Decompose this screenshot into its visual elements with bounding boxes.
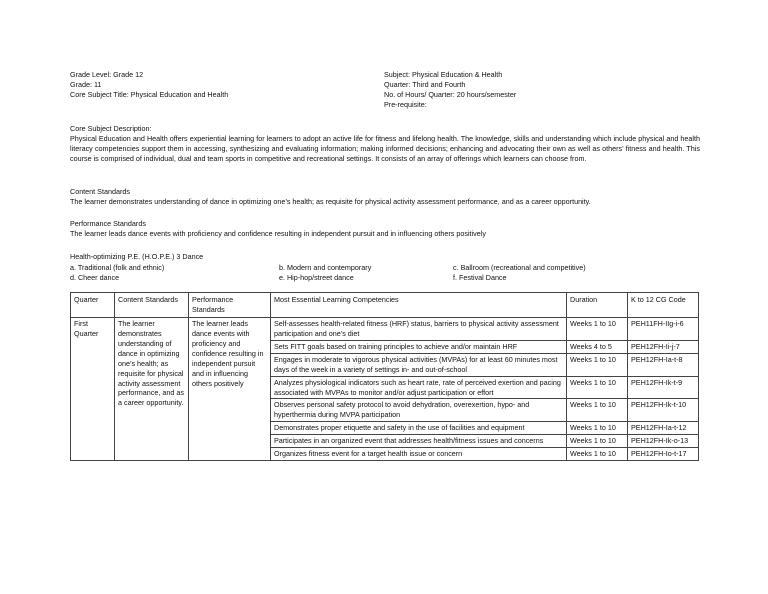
dance-item-festival: f. Festival Dance	[453, 273, 507, 282]
description-section	[70, 124, 700, 164]
table-row	[71, 317, 699, 340]
header-quarter: Quarter	[71, 293, 115, 318]
competency-cell: Self-assesses health-related fitness (HRF) status, barriers to physical activity assessment participation and one’s diet	[271, 317, 567, 340]
code-cell: PEH12FH-Ik-o-13	[628, 435, 699, 448]
performance-standards-section	[70, 219, 700, 239]
grade: Grade: 11	[70, 79, 102, 89]
grade-level: Grade Level: Grade 12	[70, 70, 144, 79]
competency-cell: Analyzes physiological indicators such as heart rate, rate of perceived exertion and pacing associated with MVPAs to monitor and/or adjust participation or effort	[271, 376, 567, 399]
duration-cell: Weeks 1 to 10	[567, 317, 628, 340]
code-cell: PEH11FH-IIg-i-6	[628, 317, 699, 340]
code-cell: PEH12FH-Ii-j-7	[628, 340, 699, 353]
content-standard-cell: The learner demonstrates understanding of dance in optimizing one’s health; as requisite for physical activity assessment performance, and as a career opportunity.	[115, 317, 189, 460]
header-competencies: Most Essential Learning Competencies	[271, 293, 567, 318]
content-standards-section	[70, 187, 700, 207]
header-right	[384, 70, 684, 110]
subject: Subject: Physical Education & Health	[384, 70, 503, 79]
content-standards-text: The learner demonstrates understanding of dance in optimizing one’s health; as requisite for physical activity assessment performance, and as a career opportunity.	[70, 196, 591, 206]
dance-title: Health-optimizing P.E. (H.O.P.E.) 3 Dance	[70, 252, 204, 261]
dance-item-modern: b. Modern and contemporary	[279, 263, 372, 272]
core-subject-title: Core Subject Title: Physical Education and Health	[70, 89, 229, 99]
competency-cell: Organizes fitness event for a target health issue or concern	[271, 448, 567, 461]
performance-standards-text: The learner leads dance events with proficiency and confidence resulting in independent pursuit and in influencing others positively	[70, 228, 486, 238]
competency-table	[70, 292, 699, 461]
code-cell: PEH12FH-Ik-t-10	[628, 399, 699, 422]
competency-cell: Participates in an organized event that addresses health/fitness issues and concerns	[271, 435, 567, 448]
description-text: Physical Education and Health offers experiential learning for learners to adopt an active life for fitness and lifelong health. The knowledge, skills and understanding which include physical and health literacy competencies support them in accessing, synthesizing and evaluating information; making informed decisions; enhancing and advocating their own as well as others’ fitness and health. This course is comprised of individual, dual and team sports in competitive and recreational settings. It consists of an array of offerings which learners can choose from.	[70, 133, 700, 163]
duration-cell: Weeks 1 to 10	[567, 422, 628, 435]
competency-cell: Observes personal safety protocol to avoid dehydration, overexertion, hypo- and hyperthermia during MVPA participation	[271, 399, 567, 422]
duration-cell: Weeks 1 to 10	[567, 353, 628, 376]
header-cg-code: K to 12 CG Code	[628, 293, 699, 318]
quarter-cell: First Quarter	[71, 317, 115, 460]
duration-cell: Weeks 1 to 10	[567, 448, 628, 461]
code-cell: PEH12FH-Ia-t-12	[628, 422, 699, 435]
dance-item-ballroom: c. Ballroom (recreational and competitive)	[453, 263, 586, 272]
code-cell: PEH12FH-Ik-t-9	[628, 376, 699, 399]
dance-item-traditional: a. Traditional (folk and ethnic)	[70, 263, 165, 272]
code-cell: PEH12FH-Io-t-17	[628, 448, 699, 461]
dance-item-cheer: d. Cheer dance	[70, 273, 120, 282]
duration-cell: Weeks 1 to 10	[567, 399, 628, 422]
competency-cell: Demonstrates proper etiquette and safety in the use of facilities and equipment	[271, 422, 567, 435]
quarter: Quarter: Third and Fourth	[384, 79, 466, 89]
header-duration: Duration	[567, 293, 628, 318]
code-cell: PEH12FH-Ia-t-8	[628, 353, 699, 376]
competency-cell: Engages in moderate to vigorous physical activities (MVPAs) for at least 60 minutes most days of the week in a variety of settings in- and out-of-school	[271, 353, 567, 376]
dance-item-hiphop: e. Hip-hop/street dance	[279, 273, 354, 282]
performance-standard-cell: The learner leads dance events with proficiency and confidence resulting in independent pursuit and in influencing others positively	[189, 317, 271, 460]
description-title: Core Subject Description:	[70, 124, 152, 133]
pre-requisite: Pre-requisite:	[384, 99, 427, 109]
performance-standards-title: Performance Standards	[70, 219, 146, 228]
header-left	[70, 70, 370, 100]
duration-cell: Weeks 1 to 10	[567, 376, 628, 399]
competency-cell: Sets FITT goals based on training principles to achieve and/or maintain HRF	[271, 340, 567, 353]
dance-list	[70, 263, 670, 283]
table-header-row	[71, 293, 699, 318]
header-performance-standards: Performance Standards	[189, 293, 271, 318]
header-content-standards: Content Standards	[115, 293, 189, 318]
content-standards-title: Content Standards	[70, 187, 130, 196]
hours-per-quarter: No. of Hours/ Quarter: 20 hours/semester	[384, 89, 517, 99]
duration-cell: Weeks 1 to 10	[567, 435, 628, 448]
duration-cell: Weeks 4 to 5	[567, 340, 628, 353]
